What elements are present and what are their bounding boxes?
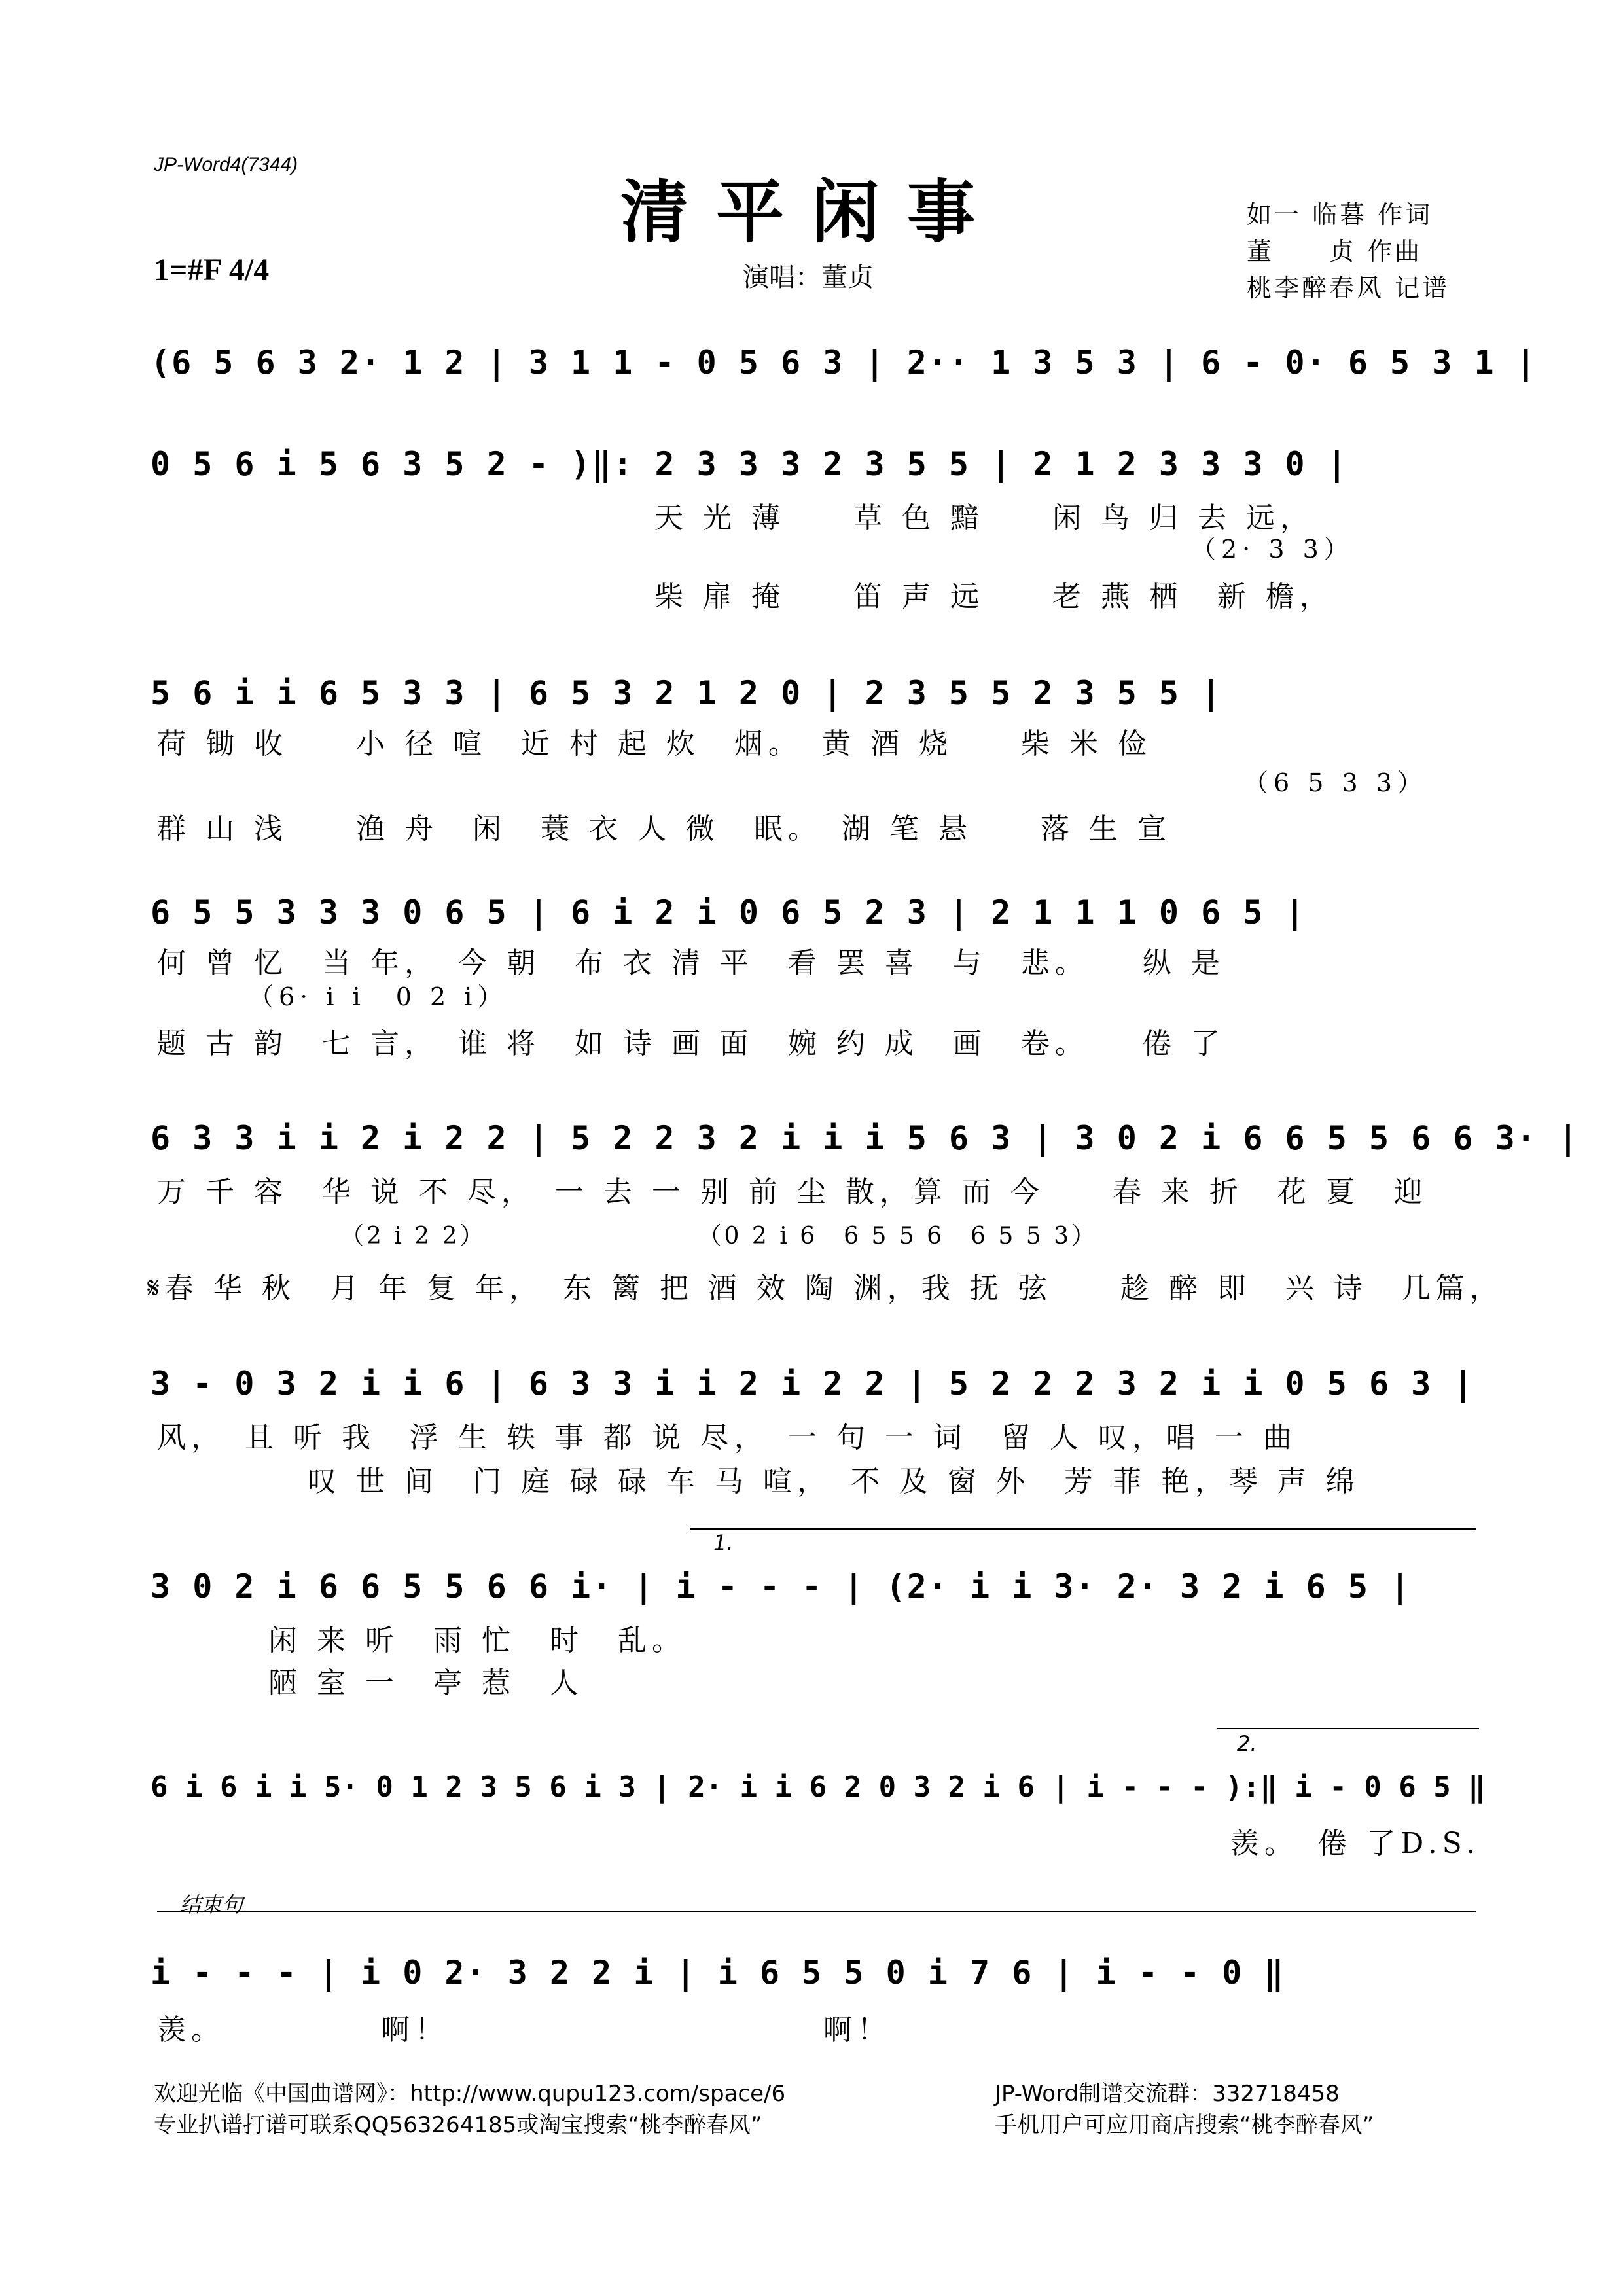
ending-bracket — [157, 1911, 1476, 1912]
notation-line-9: i - - - | i 0 2· 3 2 2 i | i 6 5 5 0 i 7 6 | i - - 0 ‖ — [151, 1954, 1285, 1992]
volta-1-bracket — [690, 1528, 1476, 1530]
notation-line-1: (6 5 6 3 2· 1 2 | 3 1 1 - 0 5 6 3 | 2·· 1 3 5 3 | 6 - 0· 6 5 3 1 | — [151, 344, 1537, 382]
footer-site-line: 欢迎光临《中国曲谱网》：http://www.qupu123.com/space/6 — [154, 2081, 786, 2107]
lyric-line-6b: 叹 世 间 门 庭 碌 碌 车 马 喧， 不 及 窗 外 芳 菲 艳，琴 声 绵 — [308, 1465, 1360, 1498]
volta-2-label: 2. — [1237, 1731, 1257, 1756]
lyric-line-3c: 群 山 浅 渔 舟 闲 蓑 衣 人 微 眠。 湖 笔 悬 落 生 宣 — [157, 812, 1171, 846]
volta-1-label: 1. — [713, 1530, 734, 1555]
notation-line-4: 6 5 5 3 3 3 0 6 5 | 6 i 2 i 0 6 5 2 3 | 2 1 1 1 0 6 5 | — [151, 893, 1306, 931]
lyric-line-2c: 柴 扉 掩 笛 声 远 老 燕 栖 新 檐， — [654, 580, 1334, 613]
volta-2-bracket — [1217, 1728, 1479, 1729]
lyric-line-7b: 陋 室 一 亭 惹 人 — [268, 1666, 584, 1700]
lyric-line-5b: （2 i 2 2） （0 2 i 6 6 5 5 6 6 5 5 3） — [340, 1223, 1098, 1249]
footer-app-line: 手机用户可应用商店搜索“桃李醉春风” — [995, 2112, 1374, 2138]
lyric-line-7a: 闲 来 听 雨 忙 时 乱。 — [268, 1624, 686, 1657]
notation-line-7: 3 0 2 i 6 6 5 5 6 6 i· | i - - - | (2· i i 3· 2· 3 2 i 6 5 | — [151, 1568, 1412, 1605]
lyric-line-3a: 荷 锄 收 小 径 喧 近 村 起 炊 烟。 黄 酒 烧 柴 米 俭 — [157, 727, 1152, 761]
footer-left — [154, 2078, 785, 2141]
lyric-line-5c: 𝄋春 华 秋 月 年 复 年， 东 篱 把 酒 效 陶 渊，我 抚 弦 趁 醉 即 兴 诗 几篇， — [147, 1272, 1504, 1305]
lyricist-credit: 如一 临暮 作词 — [1247, 200, 1433, 229]
lyric-line-8a: 羡。 倦 了D.S. — [1230, 1827, 1481, 1860]
key-signature: 1=#F 4/4 — [154, 253, 270, 287]
lyric-line-4b: （6· i i 0 2 i） — [249, 982, 508, 1011]
notation-line-5: 6 3 3 i i 2 i 2 2 | 5 2 2 3 2 i i i 5 6 3 | 3 0 2 i 6 6 5 5 6 6 3· | — [151, 1119, 1579, 1157]
lyric-line-4a: 何 曾 忆 当 年， 今 朝 布 衣 清 平 看 罢 喜 与 悲。 纵 是 — [157, 946, 1225, 980]
lyric-line-9a: 羡。 啊！ 啊！ — [157, 2013, 891, 2047]
lyric-line-6a: 风， 且 听 我 浮 生 轶 事 都 说 尽， 一 句 一 词 留 人 叹，唱 一 曲 — [157, 1421, 1297, 1454]
engraver-note: JP-Word4(7344) — [154, 154, 298, 175]
footer-group-line: JP-Word制谱交流群：332718458 — [995, 2081, 1340, 2107]
composer-credit: 董 贞 作曲 — [1247, 237, 1423, 266]
lyric-line-4c: 题 古 韵 七 言， 谁 将 如 诗 画 面 婉 约 成 画 卷。 倦 了 — [157, 1027, 1225, 1060]
notation-line-2: 0 5 6 i 5 6 3 5 2 - )‖: 2 3 3 3 2 3 5 5 | 2 1 2 3 3 3 0 | — [151, 445, 1348, 483]
notation-line-3: 5 6 i i 6 5 3 3 | 6 5 3 2 1 2 0 | 2 3 5 5 2 3 5 5 | — [151, 674, 1222, 712]
lyric-line-2a: 天 光 薄 草 色 黯 闲 鸟 归 去 远， — [654, 501, 1314, 535]
lyric-line-2b: （2· 3 3） — [1191, 535, 1354, 564]
footer-right — [995, 2078, 1374, 2141]
transcriber-credit: 桃李醉春风 记谱 — [1247, 274, 1450, 302]
footer-contact-line: 专业扒谱打谱可联系QQ563264185或淘宝搜索“桃李醉春风” — [154, 2112, 762, 2138]
lyric-line-5a: 万 千 容 华 说 不 尽， 一 去 一 别 前 尘 散，算 而 今 春 来 折 花 夏 迎 — [157, 1175, 1428, 1209]
page-title: 清平闲事 — [620, 171, 1003, 252]
notation-line-8: 6 i 6 i i 5· 0 1 2 3 5 6 i 3 | 2· i i 6 2 0 3 2 i 6 | i - - - ):‖ i - 0 6 5 ‖ — [151, 1770, 1486, 1804]
singer-credit: 演唱：董贞 — [743, 262, 874, 293]
lyric-line-3b: （6 5 3 3） — [1243, 768, 1427, 797]
credits-block — [1247, 196, 1450, 306]
notation-line-6: 3 - 0 3 2 i i 6 | 6 3 3 i i 2 i 2 2 | 5 2 2 2 3 2 i i 0 5 6 3 | — [151, 1365, 1474, 1403]
ending-label: 结束句 — [180, 1892, 243, 1917]
